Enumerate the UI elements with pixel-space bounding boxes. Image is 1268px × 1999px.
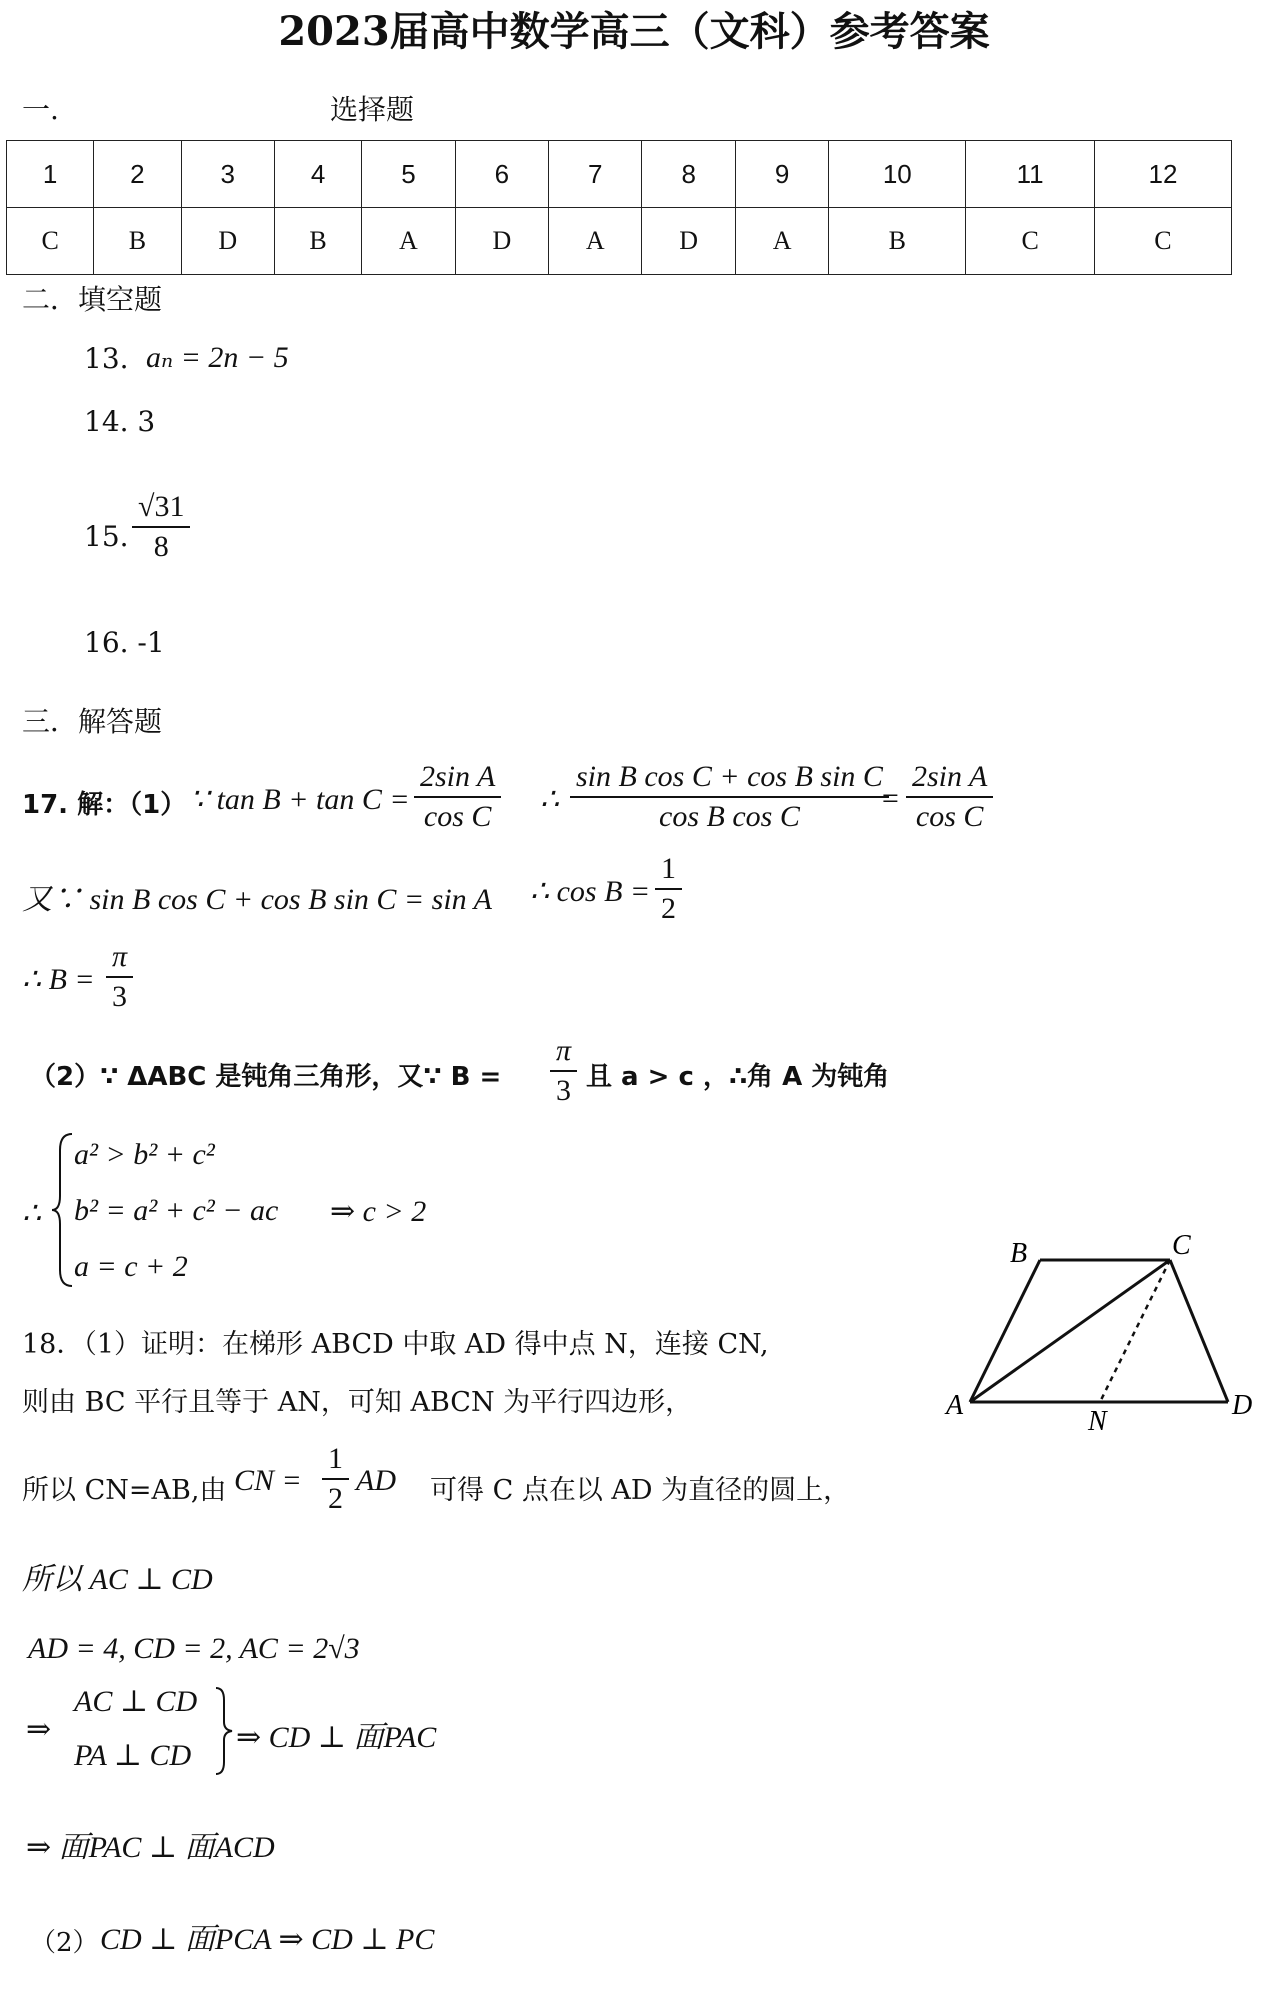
answer-cell: D	[642, 208, 735, 275]
question-number-cell: 2	[94, 141, 181, 208]
label-N: N	[1088, 1406, 1107, 1437]
question-number-cell: 12	[1094, 141, 1231, 208]
q17-fraction-4	[655, 850, 682, 927]
q15-fraction	[132, 488, 190, 565]
q17-line1-left: ∵ tan B + tan C =	[190, 783, 410, 816]
trapezoid-figure	[940, 1230, 1260, 1440]
answer-cell: A	[362, 208, 455, 275]
q17-f5-num: π	[106, 938, 133, 978]
q18-part2-label: （2）	[30, 1928, 99, 1958]
q15-numerator: √31	[132, 488, 190, 528]
q17-system-eq2: b² = a² + c² − ac	[74, 1194, 279, 1227]
section-1-label: 选择题	[330, 93, 415, 126]
edge-AB	[970, 1260, 1040, 1402]
q17-f3-den: cos C	[915, 799, 984, 833]
question-number-cell: 9	[735, 141, 828, 208]
q17-part2-right: 且 a > c ，∴角 A 为钝角	[586, 1062, 890, 1092]
question-number-cell: 4	[274, 141, 361, 208]
q18-line7: ⇒ 面PAC ⊥ 面ACD	[26, 1831, 275, 1864]
q17-f6-num: π	[550, 1032, 577, 1072]
answer-cell: B	[94, 208, 181, 275]
q18-part2-statement: CD ⊥ 面PCA ⇒ CD ⊥ PC	[100, 1923, 435, 1956]
label-C: C	[1172, 1230, 1191, 1261]
answer-cell: B	[829, 208, 966, 275]
question-number-row	[7, 141, 1232, 208]
answer-cell: A	[735, 208, 828, 275]
q17-equals: =	[880, 782, 901, 815]
answer-cell: C	[7, 208, 94, 275]
q18-line5: AD = 4, CD = 2, AC = 2√3	[28, 1632, 360, 1665]
question-number-cell: 7	[549, 141, 642, 208]
page-title: 2023届高中数学高三（文科）参考答案	[278, 8, 990, 55]
q18-fraction	[322, 1440, 349, 1517]
q14-answer: 14. 3	[84, 405, 156, 438]
q18-line3-ad: AD	[356, 1464, 396, 1497]
label-D: D	[1232, 1390, 1253, 1421]
q17-heading: 17. 解：（1）	[22, 790, 187, 820]
q18-f-den: 2	[328, 1481, 343, 1515]
q17-therefore-1: ∴	[540, 783, 560, 816]
dashed-CN	[1100, 1260, 1170, 1402]
q17-f1-num: 2sin A	[414, 758, 501, 798]
section-2-title: 二．填空题	[22, 283, 163, 316]
diagonal-AC	[970, 1260, 1170, 1402]
q17-f6-den: 3	[556, 1073, 572, 1107]
label-A: A	[946, 1390, 964, 1421]
question-number-cell: 8	[642, 141, 735, 208]
q17-fraction-6	[550, 1032, 577, 1109]
q18-line6-result: ⇒ CD ⊥ 面PAC	[236, 1721, 437, 1754]
q16-answer: 16. -1	[84, 626, 165, 659]
question-number-cell: 1	[7, 141, 94, 208]
q17-fraction-1	[414, 758, 501, 835]
q17-f1-den: cos C	[423, 799, 492, 833]
section-1-number: 一.	[22, 93, 59, 126]
question-number-cell: 3	[181, 141, 274, 208]
section-3-title: 三．解答题	[22, 705, 163, 738]
q17-line2-left: 又∵ sin B cos C + cos B sin C = sin A	[22, 883, 492, 916]
q18-line3-left: 所以 CN=AB,由	[22, 1475, 227, 1506]
q18-f-num: 1	[322, 1440, 349, 1480]
q18-line6-eq1: AC ⊥ CD	[74, 1685, 198, 1718]
q17-line3: ∴ B =	[22, 963, 95, 996]
answer-cell: B	[274, 208, 361, 275]
label-B: B	[1010, 1238, 1028, 1269]
edge-CD	[1170, 1260, 1228, 1402]
q17-system-eq1: a² > b² + c²	[74, 1138, 215, 1171]
q18-line1: 18．（1）证明：在梯形 ABCD 中取 AD 得中点 N，连接 CN,	[22, 1329, 769, 1360]
q13-label: 13.	[84, 342, 129, 375]
q17-fraction-3	[906, 758, 993, 835]
q17-system-result: ⇒ c > 2	[330, 1195, 427, 1228]
q17-line2-right: ∴ cos B =	[530, 875, 651, 908]
q17-part2-left: （2）∵ ΔABC 是钝角三角形，又∵ B =	[30, 1062, 502, 1092]
answer-cell: D	[455, 208, 548, 275]
q13-answer: aₙ = 2n − 5	[146, 341, 289, 374]
q17-system-brace	[52, 1130, 76, 1290]
answer-cell: C	[1094, 208, 1231, 275]
q18-line2: 则由 BC 平行且等于 AN，可知 ABCN 为平行四边形，	[22, 1387, 693, 1418]
q15-denominator: 8	[153, 529, 169, 563]
question-number-cell: 5	[362, 141, 455, 208]
q17-f2-den: cos B cos C	[659, 799, 800, 833]
q18-line6-implies: ⇒	[26, 1713, 52, 1746]
q18-line6-brace	[214, 1686, 234, 1776]
q17-fraction-5	[106, 938, 133, 1015]
q15-label: 15.	[84, 520, 129, 553]
q17-f4-num: 1	[655, 850, 682, 890]
q17-f5-den: 3	[112, 979, 128, 1013]
answer-row	[7, 208, 1232, 275]
q18-line4: 所以 AC ⊥ CD	[22, 1563, 213, 1596]
q17-f4-den: 2	[661, 891, 676, 925]
question-number-cell: 10	[829, 141, 966, 208]
q17-system-therefore: ∴	[22, 1197, 42, 1230]
q18-line3-right: 可得 C 点在以 AD 为直径的圆上，	[430, 1475, 851, 1506]
answer-cell: C	[966, 208, 1095, 275]
q17-system-eq3: a = c + 2	[74, 1250, 188, 1283]
q18-line3-cn: CN =	[234, 1464, 302, 1497]
q18-line6-eq2: PA ⊥ CD	[74, 1739, 192, 1772]
answer-cell: D	[181, 208, 274, 275]
q17-f3-num: 2sin A	[906, 758, 993, 798]
answer-cell: A	[549, 208, 642, 275]
question-number-cell: 11	[966, 141, 1095, 208]
q17-fraction-2	[570, 758, 889, 835]
question-number-cell: 6	[455, 141, 548, 208]
q17-f2-num: sin B cos C + cos B sin C	[570, 758, 889, 798]
answer-table	[6, 140, 1232, 275]
